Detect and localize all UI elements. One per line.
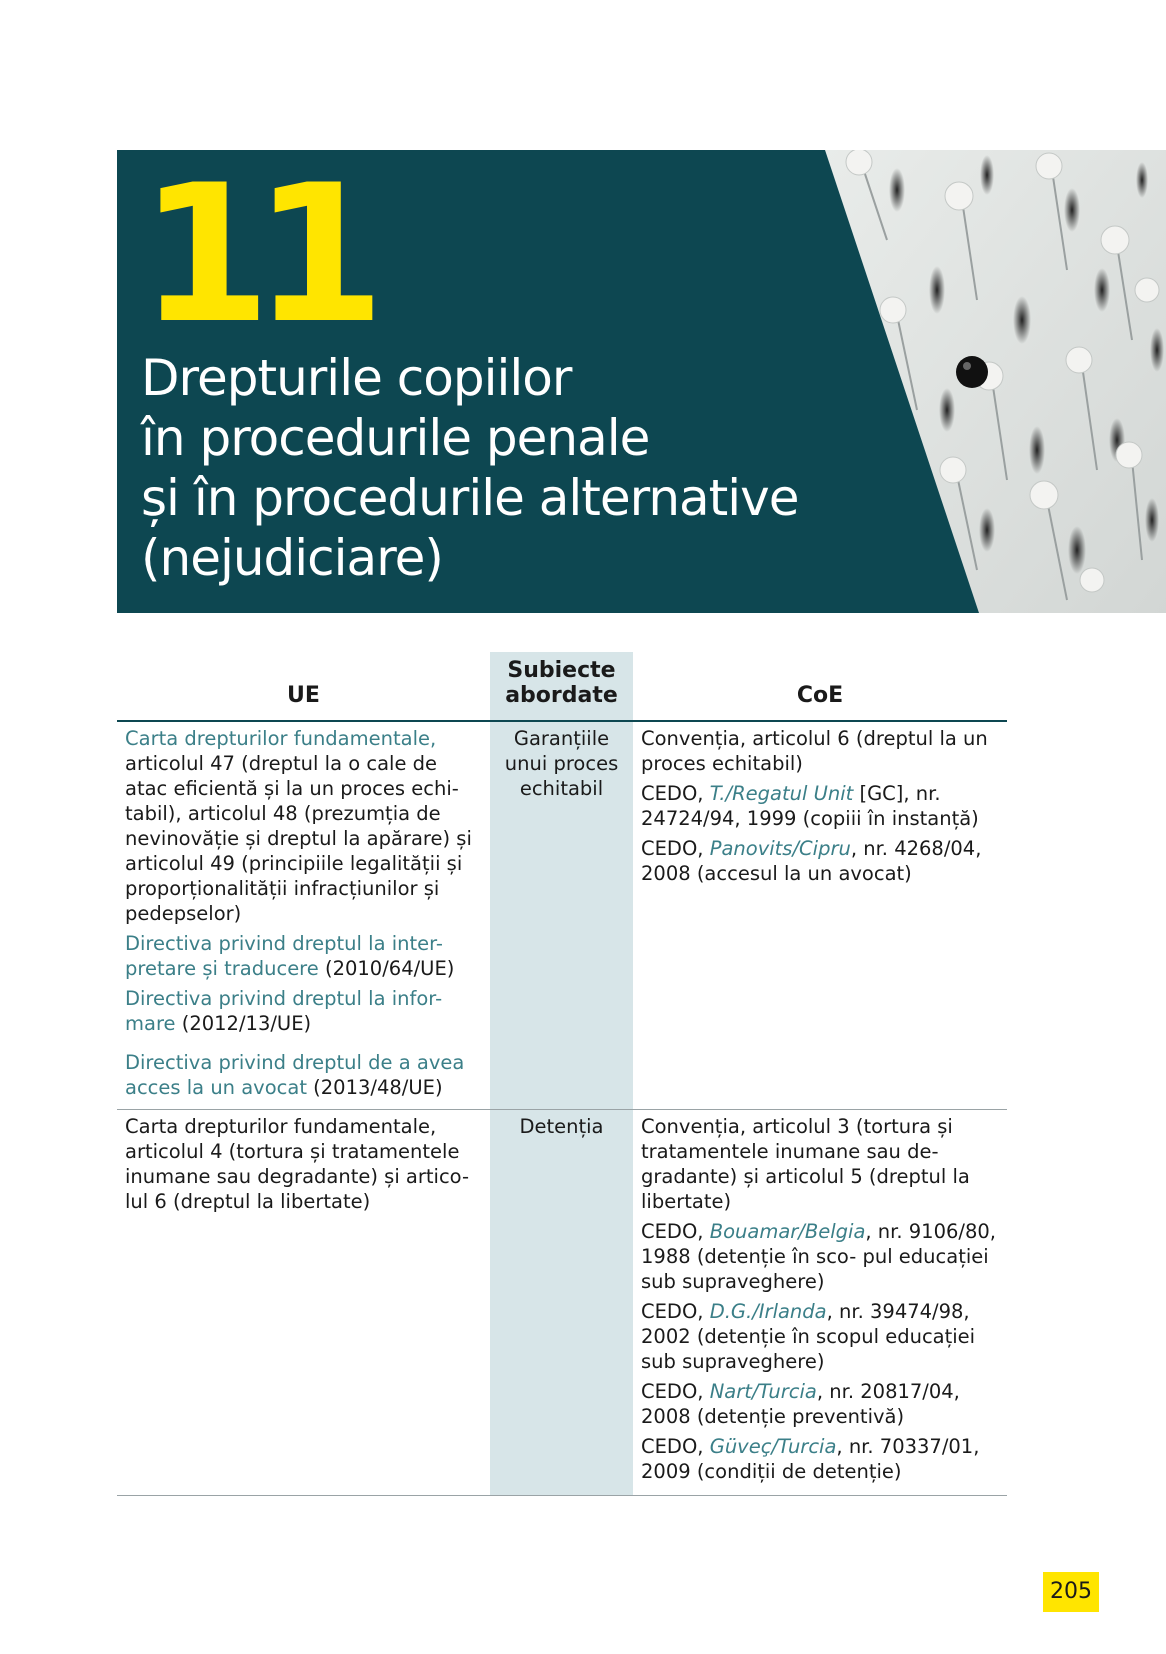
chapter-banner [117,150,1166,613]
chapter-title-line: și în procedurile alternative [141,469,799,527]
coe-cell [633,1110,1007,1496]
header-ue: UE [117,652,490,721]
chapter-number: 11 [139,150,368,365]
ue-entry: Carta drepturilor fundamentale, articolul 47 (dreptul la o cale de atac eficientă și la un proces echi- tabil), articolul 48 (prezumția de nevinovăție și dreptul la apărare) și articolul 49 (principiile legalității și proporționalității infracțiunilor și pedepselor) [125,727,472,925]
chapter-title-line: Drepturile copiilor [141,349,572,407]
page-number: 205 [1043,1572,1099,1612]
ue-cell [117,1110,490,1496]
chapter-title-line: în procedurile penale [141,409,650,467]
header-topics: Subiecte abordate [490,652,633,721]
ue-entry: Carta drepturilor fundamentale, articolul 4 (tortura și tratamentele inumane sau degradante) și artico- lul 6 (dreptul la libertate) [125,1115,470,1213]
coe-entry: CEDO, Bouamar/Belgia, nr. 9106/80, 1988 (detenție în sco- pul educației sub supraveghere) [641,1220,996,1293]
chapter-title [141,348,861,588]
header-coe: CoE [633,652,1007,721]
table-header-row [117,652,1007,721]
coe-entry: Convenția, articolul 6 (dreptul la un proces echitabil) [641,727,988,775]
coe-cell [633,721,1007,1110]
coe-entry: CEDO, D.G./Irlanda, nr. 39474/98, 2002 (detenție în scopul educației sub supraveghere) [641,1300,976,1373]
table-row [117,1110,1007,1496]
topic-cell: Detenția [490,1110,633,1496]
ue-cell [117,721,490,1110]
topics-table [117,652,1007,1496]
table-row [117,721,1007,1110]
coe-entry: Convenția, articolul 3 (tortura și tratamentele inumane sau de- gradante) și articolul 5 (dreptul la libertate) [641,1115,970,1213]
ue-entry: Directiva privind dreptul de a avea acces la un avocat (2013/48/UE) [125,1051,465,1099]
topic-cell: Garanțiile unui proces echitabil [490,721,633,1110]
coe-entry: CEDO, Güveç/Turcia, nr. 70337/01, 2009 (condiții de detenție) [641,1435,980,1483]
coe-entry: CEDO, Panovits/Cipru, nr. 4268/04, 2008 (accesul la un avocat) [641,837,982,885]
ue-entry: Directiva privind dreptul la inter- pretare și traducere (2010/64/UE) [125,932,455,980]
chapter-title-line: (nejudiciare) [141,529,443,587]
coe-entry: CEDO, Nart/Turcia, nr. 20817/04, 2008 (detenție preventivă) [641,1380,960,1428]
coe-entry: CEDO, T./Regatul Unit [GC], nr. 24724/94, 1999 (copiii în instanță) [641,782,979,830]
ue-entry: Directiva privind dreptul la infor- mare (2012/13/UE) [125,987,443,1035]
